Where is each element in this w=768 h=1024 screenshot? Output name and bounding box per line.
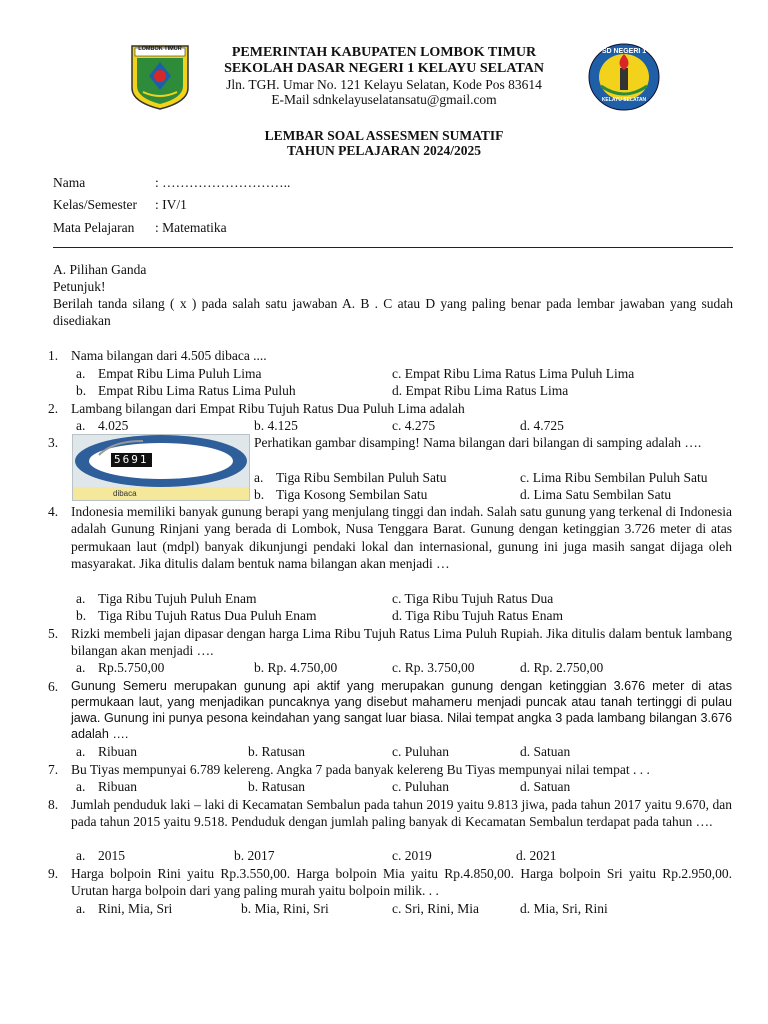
option-d: d. Lima Satu Sembilan Satu [520, 487, 672, 502]
school-logo-bottom-text: KELAYU SELATAN [601, 97, 647, 103]
option-c: c. Puluhan [392, 779, 449, 794]
option-d: d. Rp. 2.750,00 [520, 660, 604, 675]
question-number: 1. [48, 348, 59, 363]
option-a: 2015 [98, 848, 125, 863]
instructions-label: Petunjuk! [53, 279, 106, 294]
school-year: TAHUN PELAJARAN 2024/2025 [286, 143, 481, 158]
left-logo-label: LOMBOK TIMUR [138, 46, 182, 52]
option-letter: a. [76, 660, 86, 675]
question-number: 3. [48, 435, 59, 450]
question-text: Indonesia memiliki banyak gunung berapi yang menjulang tinggi dan indah. Salah satu gunung yang terkenal di Indonesia adalah Gunung Rinjani yang berada di Lombok, Nusa Tenggara Barat. Gunung dengan ketinggian 3.726 meter di atas permukaan laut (mdpl) banyak dikunjungi pendaki lokal dan internasional, gunung ini juga masih sangat dijaga oleh masyarakat. Jika ditulis dalam bentuk nama bilangan akan menjadi … [71, 504, 732, 572]
question-text: Gunung Semeru merupakan gunung api aktif yang merupakan gunung dengan ketinggian 3.676 meter di atas permukaan laut, yang menjadikan puncaknya yang disebut mahameru menjadi puncak atau tanah tertinggi di pulau jawa. Gunung ini punya pesona keindahan yang sangat luar biasa. Nilai tempat angka 3 pada lambang bilangan 3.676 adalah …. [71, 679, 732, 741]
school-name: SEKOLAH DASAR NEGERI 1 KELAYU SELATAN [224, 61, 544, 76]
name-label: Nama [53, 175, 86, 190]
option-d: d. Mia, Sri, Rini [520, 901, 608, 916]
question-number: 5. [48, 626, 59, 641]
option-a: Ribuan [98, 744, 137, 759]
option-b: Tiga Ribu Tujuh Ratus Dua Puluh Enam [98, 608, 317, 623]
question-text: Bu Tiyas mempunyai 6.789 kelereng. Angka 7 pada banyak kelereng Bu Tiyas mempunyai nilai tempat . . . [71, 762, 650, 777]
school-address: Jln. TGH. Umar No. 121 Kelayu Selatan, Kode Pos 83614 [226, 77, 542, 92]
option-b: b. Ratusan [248, 744, 305, 759]
option-letter: a. [76, 779, 86, 794]
question-number: 9. [48, 866, 59, 881]
option-a: 4.025 [98, 418, 129, 433]
option-b: b. 2017 [234, 848, 275, 863]
question-number: 2. [48, 401, 59, 416]
option-b: b. Rp. 4.750,00 [254, 660, 338, 675]
option-b: Tiga Kosong Sembilan Satu [276, 487, 428, 502]
header-divider [53, 247, 733, 248]
question-number: 4. [48, 504, 59, 519]
option-d: d. Tiga Ribu Tujuh Ratus Enam [392, 608, 564, 623]
option-c: c. Puluhan [392, 744, 449, 759]
sheet-title: LEMBAR SOAL ASSESMEN SUMATIF [264, 128, 504, 143]
image-caption: dibaca [113, 489, 137, 498]
government-name: PEMERINTAH KABUPATEN LOMBOK TIMUR [231, 45, 537, 60]
option-d: d. Satuan [520, 744, 571, 759]
class-semester-value: : IV/1 [155, 197, 187, 212]
option-b: b. Mia, Rini, Sri [241, 901, 329, 916]
school-email: E-Mail sdnkelayuselatansatu@gmail.com [271, 92, 497, 107]
option-letter: a. [76, 366, 86, 381]
option-b: Empat Ribu Lima Ratus Lima Puluh [98, 383, 296, 398]
question-text: Nama bilangan dari 4.505 dibaca .... [71, 348, 267, 363]
option-letter: a. [254, 470, 264, 485]
option-a: Ribuan [98, 779, 137, 794]
option-letter: a. [76, 848, 86, 863]
question-number: 7. [48, 762, 59, 777]
option-letter: a. [76, 901, 86, 916]
section-heading: A. Pilihan Ganda [53, 262, 147, 277]
option-c: c. Sri, Rini, Mia [392, 901, 479, 916]
question-number: 6. [48, 679, 59, 694]
odometer-image [72, 434, 250, 501]
instructions-text: Berilah tanda silang ( x ) pada salah satu jawaban A. B . C atau D yang paling benar pada lembar jawaban yang sudah disediakan [53, 296, 733, 329]
question-text: Harga bolpoin Rini yaitu Rp.3.550,00. Harga bolpoin Mia yaitu Rp.4.850,00. Harga bolpoin Sri yaitu Rp.2.950,00. Urutan harga bolpoin dari yang paling murah yaitu bolpoin milik. . . [71, 866, 732, 899]
odometer-digits: 5691 [111, 453, 152, 467]
class-semester-label: Kelas/Semester [53, 197, 137, 212]
option-letter: b. [76, 608, 87, 623]
option-d: d. Empat Ribu Lima Ratus Lima [392, 383, 569, 398]
option-a: Rini, Mia, Sri [98, 901, 173, 916]
option-b: b. Ratusan [248, 779, 305, 794]
option-d: d. 4.725 [520, 418, 564, 433]
question-text: Rizki membeli jajan dipasar dengan harga Lima Ribu Tujuh Ratus Lima Puluh Rupiah. Jika ditulis dalam bentuk lambang bilangan akan menjadi …. [71, 626, 732, 659]
name-field: : ……………………….. [155, 175, 291, 190]
option-c: c. Rp. 3.750,00 [392, 660, 475, 675]
option-c: c. Tiga Ribu Tujuh Ratus Dua [392, 591, 554, 606]
option-d: d. Satuan [520, 779, 571, 794]
option-a: Tiga Ribu Tujuh Puluh Enam [98, 591, 257, 606]
option-c: c. 4.275 [392, 418, 436, 433]
question-text: Lambang bilangan dari Empat Ribu Tujuh Ratus Dua Puluh Lima adalah [71, 401, 465, 416]
subject-value: : Matematika [155, 220, 227, 235]
option-letter: b. [76, 383, 87, 398]
image-caption-bar [73, 487, 249, 500]
question-text: Jumlah penduduk laki – laki di Kecamatan Sembalun pada tahun 2019 yaitu 9.813 jiwa, pada tahun 2017 yaitu 9.670, dan pada tahun 2015 yaitu 9.518. Penduduk dengan jumlah paling banyak di Kecamatan Sembalun terdapat pada tahun …. [71, 797, 732, 830]
option-letter: b. [254, 487, 265, 502]
option-d: d. 2021 [516, 848, 557, 863]
question-text: Perhatikan gambar disamping! Nama bilangan dari bilangan di samping adalah …. [254, 435, 702, 450]
option-letter: a. [76, 591, 86, 606]
subject-label: Mata Pelajaran [53, 220, 135, 235]
school-logo-top-text: SD NEGERI 1 [601, 48, 647, 55]
option-a: Tiga Ribu Sembilan Puluh Satu [276, 470, 447, 485]
question-number: 8. [48, 797, 59, 812]
option-c: c. Lima Ribu Sembilan Puluh Satu [520, 470, 708, 485]
option-letter: a. [76, 418, 86, 433]
option-c: c. 2019 [392, 848, 432, 863]
option-letter: a. [76, 744, 86, 759]
option-b: b. 4.125 [254, 418, 298, 433]
option-a: Empat Ribu Lima Puluh Lima [98, 366, 262, 381]
option-c: c. Empat Ribu Lima Ratus Lima Puluh Lima [392, 366, 635, 381]
option-a: Rp.5.750,00 [98, 660, 165, 675]
